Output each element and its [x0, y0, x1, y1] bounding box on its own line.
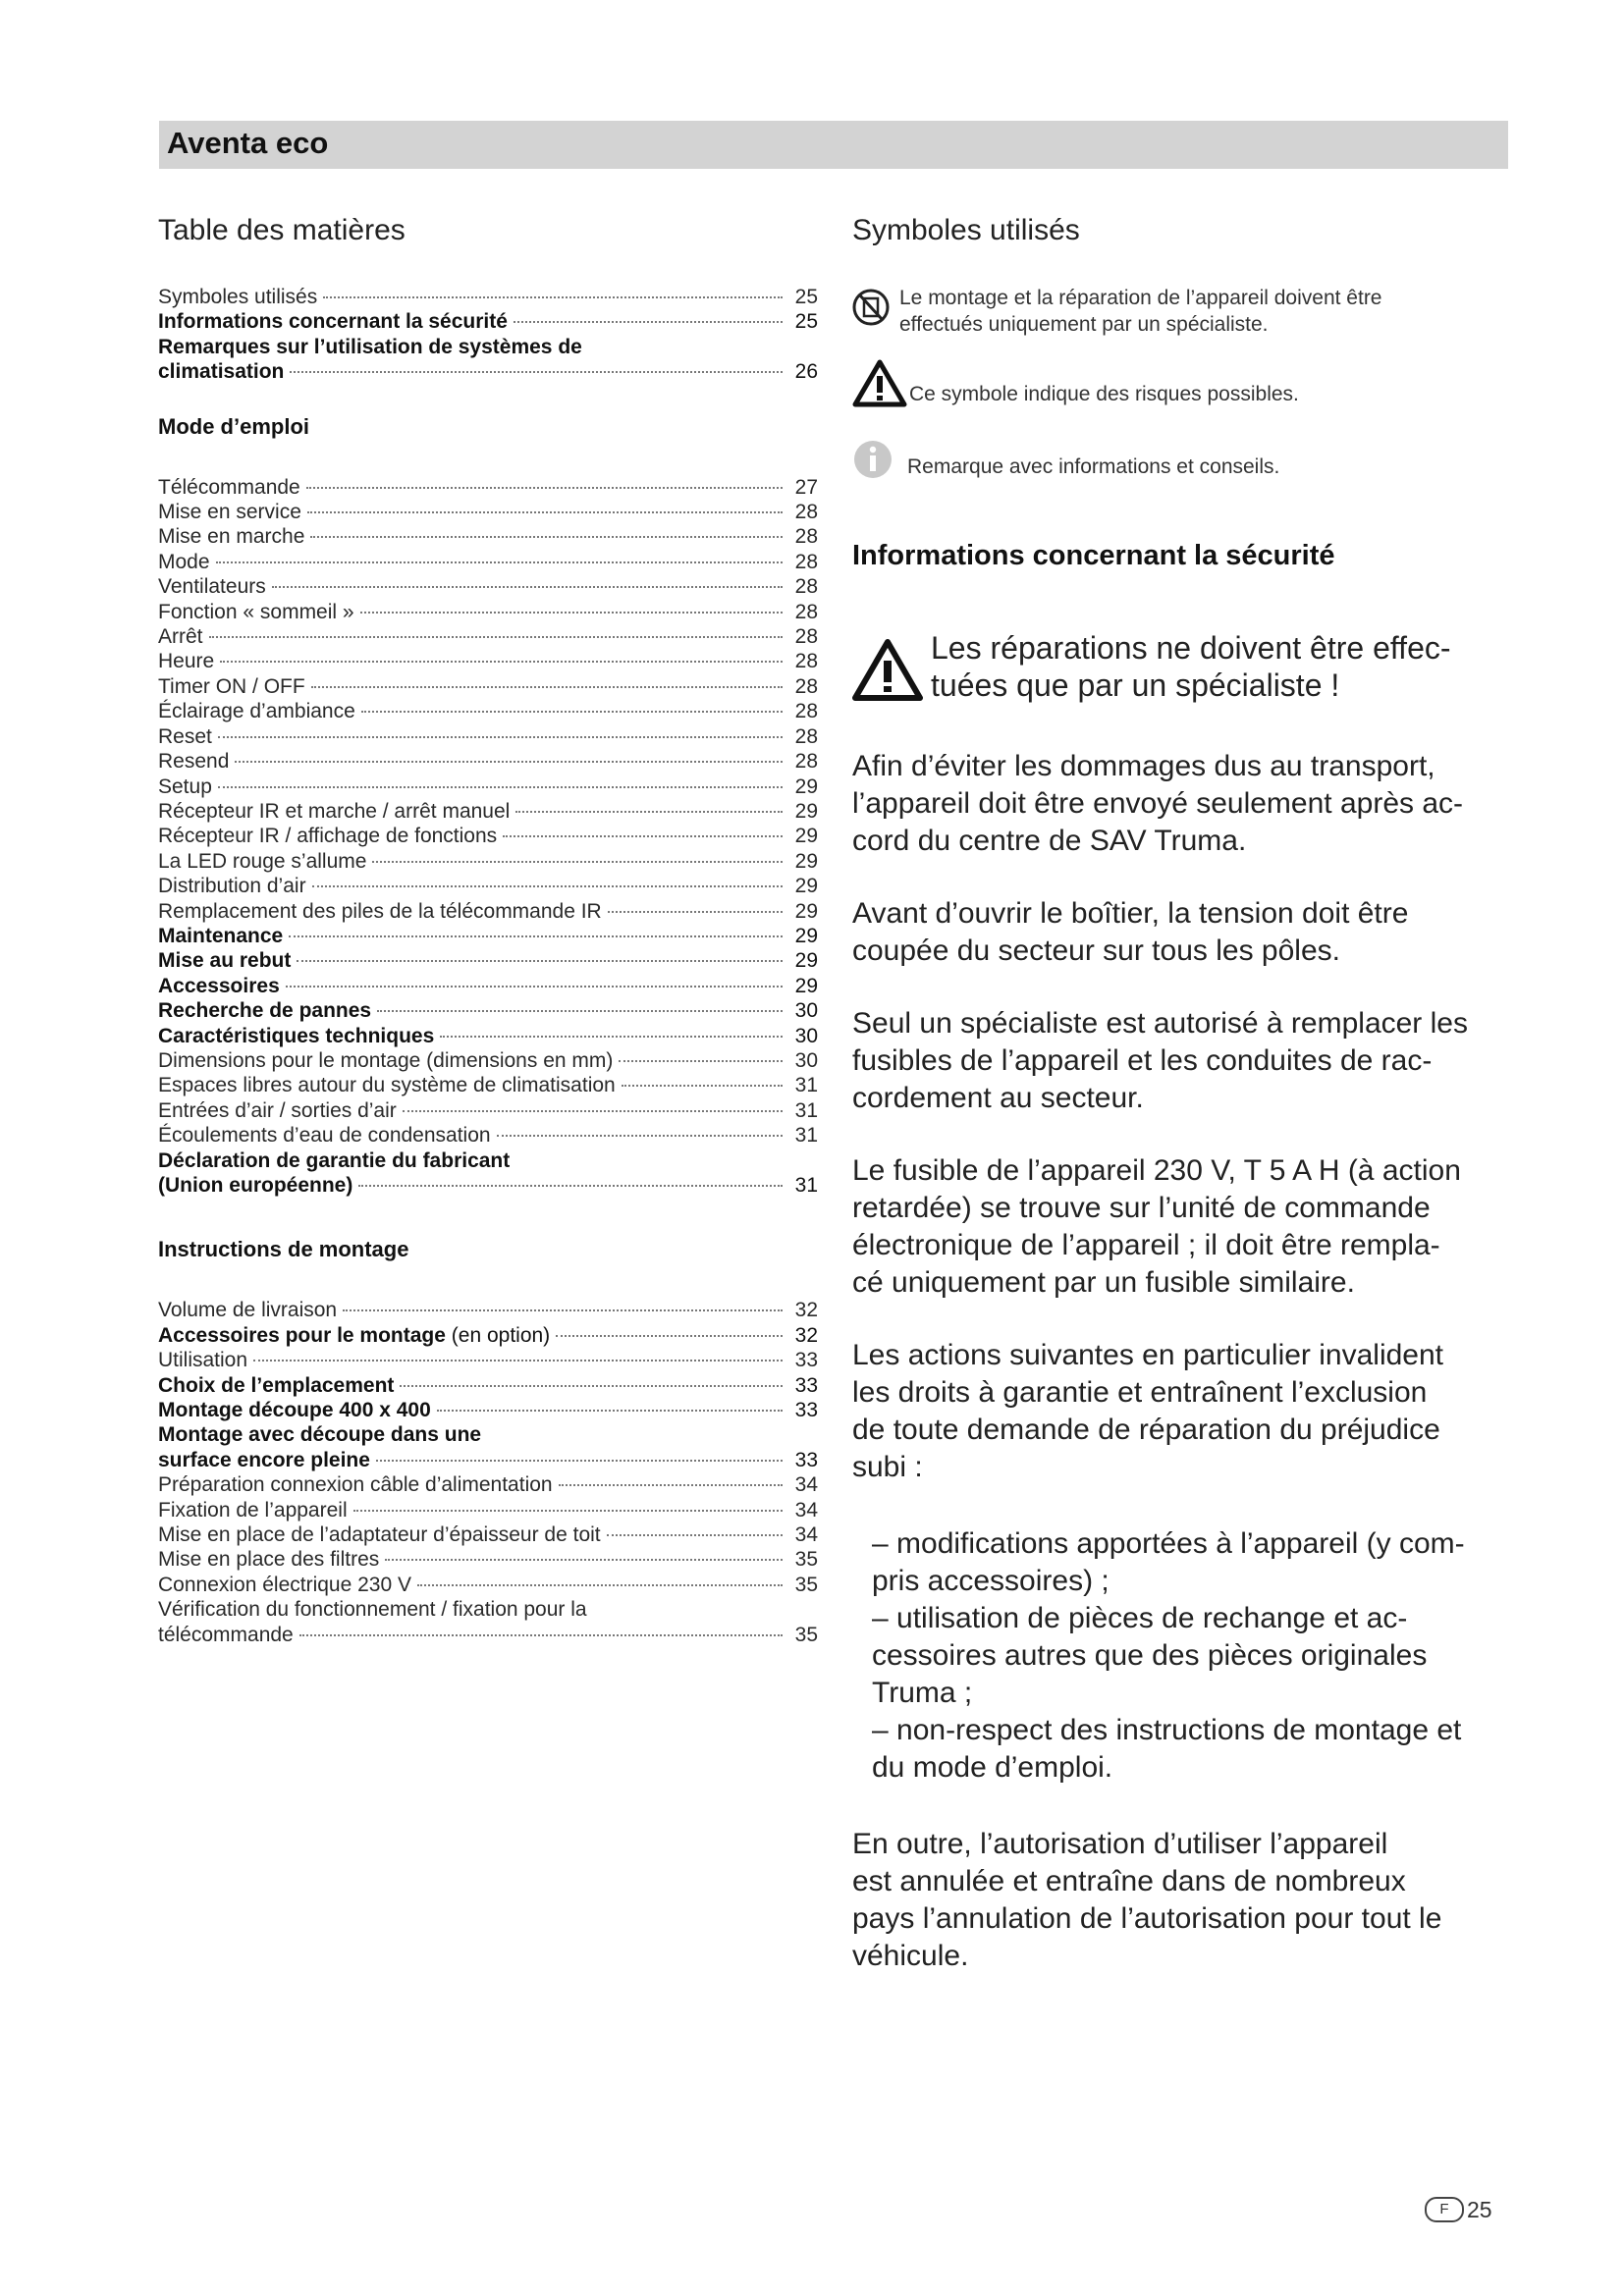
toc-leader-dots [440, 1036, 783, 1038]
toc-label-text: Éclairage d’ambiance [158, 700, 355, 723]
page-number: 25 [1467, 2197, 1492, 2222]
toc-label [158, 624, 203, 649]
toc-page: 28 [794, 525, 818, 549]
toc-label-text: Heure [158, 650, 215, 673]
toc-leader-dots [307, 511, 783, 513]
paragraph-line: l’appareil doit être envoyé seulement après ac- [852, 787, 1464, 820]
toc-label [158, 500, 301, 524]
paragraph-line: cordement au secteur. [852, 1082, 1144, 1114]
toc-page: 32 [794, 1323, 818, 1347]
toc-label-text: Espaces libres autour du système de climatisation [158, 1074, 616, 1097]
toc-label-text: Fonction « sommeil » [158, 600, 354, 623]
info-icon [852, 439, 899, 485]
toc-label: Vérification du fonctionnement / fixation pour la [158, 1598, 587, 1622]
toc-entry [158, 849, 818, 874]
paragraph [852, 1152, 1520, 1302]
toc-page: 34 [794, 1523, 818, 1547]
toc-label [158, 1522, 601, 1547]
paragraph-line: cessoires autres que des pièces originales [872, 1639, 1428, 1672]
toc-label [158, 649, 214, 673]
toc-label [158, 974, 280, 998]
toc-page: 29 [794, 825, 818, 848]
paragraph-line: cé uniquement par un fusible similaire. [852, 1266, 1355, 1299]
toc-entry [158, 1522, 818, 1547]
toc-entry [158, 1024, 818, 1048]
toc-page: 34 [794, 1498, 818, 1522]
toc-label-text: Resend [158, 750, 230, 774]
toc-leader-dots [376, 1460, 783, 1462]
toc-label-text: Volume de livraison [158, 1299, 338, 1322]
toc-label [158, 1123, 491, 1148]
symbol-specialist-row [852, 285, 1520, 338]
toc-label-option: (en option) [445, 1323, 551, 1347]
toc-label [158, 1373, 394, 1398]
toc-leader-dots [619, 1060, 783, 1062]
toc-leader-dots [417, 1584, 783, 1586]
toc-entry [158, 1373, 818, 1398]
paragraph-line: Truma ; [872, 1677, 973, 1709]
toc-label-text: Mode [158, 550, 210, 573]
toc-label-text: Dimensions pour le montage (dimensions en mm) [158, 1048, 614, 1072]
paragraph-line: Seul un spécialiste est autorisé à remplacer les [852, 1007, 1468, 1040]
toc-label-text: Préparation connexion câble d’alimentation [158, 1473, 553, 1497]
toc-entry [158, 1547, 818, 1572]
toc-montage-full-entry [158, 1422, 818, 1472]
paragraph-line: coupée du secteur sur tous les pôles. [852, 934, 1340, 967]
toc-install-list-b [158, 1472, 818, 1597]
toc-label-text: Mise en marche [158, 525, 305, 549]
toc-label-text: Connexion électrique 230 V [158, 1573, 412, 1596]
toc-page: 25 [794, 286, 818, 308]
toc-label [158, 674, 305, 699]
toc-leader-dots [385, 1559, 783, 1561]
toc-entry [158, 824, 818, 848]
toc-leader-dots [289, 935, 783, 937]
paragraph-line: Avant d’ouvrir le boîtier, la tension doit être [852, 897, 1409, 930]
toc-label [158, 600, 354, 624]
toc-page: 28 [794, 750, 818, 774]
toc-label: surface encore pleine [158, 1448, 370, 1471]
toc-entry [158, 475, 818, 500]
toc-leader-dots [607, 1534, 783, 1536]
paragraph-line: subi : [852, 1451, 923, 1483]
toc-page: 33 [794, 1448, 818, 1471]
toc-leader-dots [400, 1385, 783, 1387]
toc-page: 35 [794, 1548, 818, 1572]
toc-label [158, 1398, 431, 1422]
toc-label-text: Accessoires [158, 974, 280, 997]
toc-label [158, 724, 212, 749]
toc-montage-line1: Montage avec découpe dans une [158, 1423, 482, 1447]
toc-page: 29 [794, 849, 818, 873]
toc-label-text: Maintenance [158, 924, 284, 947]
toc-entry [158, 500, 818, 524]
toc-page: 30 [794, 1024, 818, 1047]
toc-entry [158, 1298, 818, 1322]
toc-leader-dots [323, 296, 783, 298]
toc-leader-dots [377, 1010, 783, 1012]
toc-label [158, 774, 212, 799]
toc-leader-dots [358, 1185, 783, 1187]
toc-entry [158, 1398, 818, 1422]
toc-page: 30 [794, 999, 818, 1023]
toc-page: 28 [794, 600, 818, 623]
toc-leader-dots [403, 1110, 783, 1112]
toc-leader-dots [515, 811, 783, 813]
toc-label [158, 574, 266, 599]
paragraph-line: – non-respect des instructions de montage et [872, 1714, 1462, 1746]
toc-entry [158, 1073, 818, 1097]
toc-label-text: Setup [158, 774, 212, 798]
table-of-contents [158, 214, 818, 1647]
toc-leader-dots [503, 835, 783, 837]
paragraph-line: – utilisation de pièces de rechange et ac- [872, 1602, 1408, 1634]
toc-leader-dots [361, 711, 783, 713]
paragraph-line: Afin d’éviter les dommages dus au transport, [852, 750, 1435, 782]
toc-page: 25 [794, 310, 818, 334]
toc-label [158, 948, 291, 973]
toc-page: 29 [794, 875, 818, 898]
toc-leader-dots [559, 1484, 783, 1486]
toc-leader-dots [514, 321, 783, 323]
toc-label-text: Distribution d’air [158, 875, 306, 898]
toc-verification-line2 [158, 1623, 818, 1647]
toc-label [158, 799, 510, 824]
toc-entry [158, 309, 818, 334]
toc-label [158, 849, 366, 874]
toc-page: 29 [794, 774, 818, 798]
toc-entry [158, 1323, 818, 1348]
toc-entry [158, 874, 818, 898]
toc-mode-heading: Mode d’emploi [158, 413, 309, 439]
paragraph-line: cord du centre de SAV Truma. [852, 825, 1247, 857]
toc-entry [158, 1348, 818, 1372]
toc-install-list-a [158, 1298, 818, 1422]
toc-heading: Table des matières [158, 214, 406, 246]
toc-leader-dots [622, 1085, 783, 1087]
toc-leader-dots [299, 1634, 783, 1636]
paragraph-line: pays l’annulation de l’autorisation pour tout le [852, 1902, 1442, 1935]
toc-warranty-entry [158, 1148, 818, 1199]
toc-entry [158, 899, 818, 924]
safety-heading: Informations concernant la sécurité [852, 540, 1335, 571]
toc-leader-dots [286, 986, 783, 988]
toc-page: 33 [794, 1399, 818, 1422]
toc-label-text: Accessoires pour le montage [158, 1323, 446, 1347]
paragraph [852, 1005, 1520, 1117]
toc-label [158, 1348, 247, 1372]
toc-entry [158, 924, 818, 948]
toc-label [158, 1073, 616, 1097]
toc-entry [158, 1573, 818, 1597]
toc-label-text: Ventilateurs [158, 575, 266, 599]
toc-intro-list [158, 285, 818, 335]
language-badge: F [1425, 2197, 1464, 2222]
toc-entry [158, 724, 818, 749]
toc-label [158, 309, 508, 334]
toc-label-text: La LED rouge s’allume [158, 849, 367, 873]
toc-label: (Union européenne) [158, 1174, 353, 1197]
toc-entry [158, 674, 818, 699]
toc-leader-dots [218, 786, 783, 788]
toc-label-text: Timer ON / OFF [158, 674, 305, 698]
toc-entry [158, 774, 818, 799]
toc-leader-dots [272, 586, 783, 588]
toc-install-heading: Instructions de montage [158, 1237, 409, 1262]
toc-entry [158, 1048, 818, 1073]
toc-leader-dots [343, 1309, 783, 1311]
safety-warning-line2: tuées que par un spécialiste ! [931, 667, 1340, 703]
toc-label [158, 899, 602, 924]
toc-leader-dots [235, 761, 783, 763]
toc-page: 27 [794, 475, 818, 499]
paragraph-line: Le fusible de l’appareil 230 V, T 5 A H (à action [852, 1154, 1461, 1187]
toc-label [158, 998, 371, 1023]
toc-leader-dots [312, 885, 783, 887]
paragraph-line: retardée) se trouve sur l’unité de commande [852, 1192, 1431, 1224]
toc-label [158, 550, 210, 574]
toc-entry [158, 974, 818, 998]
toc-entry [158, 749, 818, 774]
toc-label [158, 475, 300, 500]
paragraph-line: véhicule. [852, 1940, 969, 1972]
toc-entry [158, 998, 818, 1023]
toc-page: 29 [794, 949, 818, 973]
toc-label-text: Remplacement des piles de la télécommande IR [158, 899, 602, 923]
paragraph-line: de toute demande de réparation du préjudice [852, 1414, 1440, 1446]
toc-label [158, 1472, 553, 1497]
toc-entry [158, 624, 818, 649]
toc-label-text: Mise en service [158, 501, 301, 524]
paragraph-line: En outre, l’autorisation d’utiliser l’appareil [852, 1828, 1388, 1860]
warning-text: Ce symbole indique des risques possibles. [909, 383, 1299, 405]
specialist-only-icon [852, 287, 893, 333]
warning-triangle-icon [852, 639, 931, 707]
paragraph-line: fusibles de l’appareil et les conduites de rac- [852, 1044, 1433, 1077]
toc-leader-dots [216, 561, 783, 563]
toc-entry [158, 1098, 818, 1123]
paragraph-line: électronique de l’appareil ; il doit être rempla- [852, 1229, 1440, 1261]
toc-label [158, 824, 497, 848]
toc-remarks-line2 [158, 359, 818, 384]
toc-warranty-line2 [158, 1173, 818, 1198]
toc-label-text: Choix de l’emplacement [158, 1373, 395, 1397]
toc-label-text: Informations concernant la sécurité [158, 310, 508, 334]
toc-leader-dots [437, 1410, 783, 1412]
toc-label: climatisation [158, 360, 285, 384]
toc-leader-dots [297, 960, 783, 962]
toc-label-text: Télécommande [158, 475, 300, 499]
toc-entry [158, 524, 818, 549]
header-bar [159, 121, 1508, 169]
toc-label-text: Utilisation [158, 1349, 248, 1372]
toc-warranty-line1: Déclaration de garantie du fabricant [158, 1148, 511, 1172]
toc-label [158, 924, 283, 948]
toc-page: 31 [794, 1098, 818, 1122]
toc-page: 29 [794, 924, 818, 947]
toc-page: 28 [794, 700, 818, 723]
toc-page: 28 [794, 625, 818, 649]
specialist-text-line1: Le montage et la réparation de l’appareil doivent être [899, 287, 1382, 309]
toc-page: 32 [794, 1299, 818, 1322]
symbol-info-row [852, 439, 1520, 485]
toc-entry [158, 1498, 818, 1522]
toc-leader-dots [253, 1360, 783, 1362]
paragraph-line: du mode d’emploi. [872, 1751, 1113, 1784]
paragraph [852, 1826, 1520, 1975]
toc-leader-dots [306, 487, 783, 489]
toc-mode-list [158, 475, 818, 1148]
toc-leader-dots [290, 371, 783, 373]
toc-leader-dots [220, 661, 783, 663]
toc-label-text: Récepteur IR et marche / arrêt manuel [158, 799, 511, 823]
toc-label [158, 874, 306, 898]
safety-warning-line1: Les réparations ne doivent être effec- [931, 630, 1451, 666]
toc-label-text: Reset [158, 724, 212, 748]
paragraph-line: les droits à garantie et entraînent l’exclusion [852, 1376, 1428, 1409]
toc-verification-line1 [158, 1597, 818, 1622]
toc-leader-dots [311, 686, 783, 688]
toc-leader-dots [360, 612, 783, 614]
toc-entry [158, 799, 818, 824]
toc-page: 28 [794, 501, 818, 524]
toc-page: 30 [794, 1048, 818, 1072]
toc-label-text: Fixation de l’appareil [158, 1498, 348, 1522]
toc-page: 35 [794, 1623, 818, 1646]
toc-entry [158, 1472, 818, 1497]
toc-page: 28 [794, 550, 818, 573]
toc-page: 29 [794, 799, 818, 823]
document-title: Aventa eco [167, 126, 329, 160]
toc-label-text: Écoulements d’eau de condensation [158, 1124, 491, 1148]
toc-leader-dots [372, 861, 783, 863]
warning-triangle-icon [852, 359, 909, 413]
right-column [852, 214, 1520, 1975]
toc-label [158, 1098, 397, 1123]
paragraph [852, 1337, 1520, 1486]
toc-page: 33 [794, 1349, 818, 1372]
toc-page: 35 [794, 1573, 818, 1596]
paragraph-line: Les actions suivantes en particulier invalident [852, 1339, 1444, 1371]
specialist-text-line2: effectués uniquement par un spécialiste. [899, 313, 1269, 336]
toc-page: 28 [794, 650, 818, 673]
toc-remarks-line1: Remarques sur l’utilisation de systèmes de [158, 335, 582, 358]
toc-page: 29 [794, 899, 818, 923]
safety-warning-block [852, 629, 1520, 707]
toc-label-text: Caractéristiques techniques [158, 1024, 435, 1047]
toc-label-text: Récepteur IR / affichage de fonctions [158, 825, 498, 848]
toc-label-text: Symboles utilisés [158, 286, 318, 308]
paragraph-line: – modifications apportées à l’appareil (y com- [872, 1527, 1465, 1560]
toc-leader-dots [556, 1335, 783, 1337]
toc-label [158, 1048, 613, 1073]
toc-page: 33 [794, 1373, 818, 1397]
toc-label [158, 749, 229, 774]
toc-page: 31 [794, 1174, 818, 1197]
toc-remarks-entry [158, 335, 818, 385]
toc-entry [158, 1123, 818, 1148]
toc-page: 28 [794, 724, 818, 748]
toc-label [158, 524, 304, 549]
toc-entry [158, 600, 818, 624]
paragraph [872, 1525, 1520, 1600]
toc-page: 28 [794, 575, 818, 599]
toc-label [158, 285, 317, 309]
symbols-heading: Symboles utilisés [852, 214, 1080, 246]
paragraph [872, 1712, 1520, 1787]
toc-label-text: Mise en place de l’adaptateur d’épaisseur de toit [158, 1523, 601, 1547]
toc-label [158, 699, 355, 723]
toc-label-text: Montage découpe 400 x 400 [158, 1399, 431, 1422]
toc-entry [158, 948, 818, 973]
toc-page: 34 [794, 1473, 818, 1497]
toc-leader-dots [209, 636, 783, 638]
symbol-warning-row [852, 359, 1520, 413]
toc-page: 31 [794, 1074, 818, 1097]
paragraph [852, 748, 1520, 860]
paragraph-line: pris accessoires) ; [872, 1565, 1110, 1597]
toc-entry [158, 574, 818, 599]
paragraph [872, 1600, 1520, 1712]
toc-entry [158, 699, 818, 723]
toc-montage-line2 [158, 1448, 818, 1472]
toc-page: 31 [794, 1124, 818, 1148]
paragraph [852, 895, 1520, 970]
toc-page: 28 [794, 674, 818, 698]
toc-entry [158, 550, 818, 574]
toc-entry [158, 649, 818, 673]
toc-label [158, 1298, 337, 1322]
toc-leader-dots [310, 536, 783, 538]
safety-body [852, 748, 1520, 1975]
toc-page: 29 [794, 974, 818, 997]
toc-label [158, 1498, 348, 1522]
toc-label-text: Recherche de pannes [158, 999, 372, 1023]
toc-label: télécommande [158, 1623, 294, 1646]
toc-label-text: Mise au rebut [158, 949, 292, 973]
toc-page: 26 [794, 360, 818, 384]
toc-entry [158, 285, 818, 309]
toc-leader-dots [353, 1510, 783, 1512]
paragraph-line: est annulée et entraîne dans de nombreux [852, 1865, 1406, 1897]
toc-label [158, 1024, 434, 1048]
toc-label-text: Entrées d’air / sorties d’air [158, 1098, 397, 1122]
toc-verification-entry [158, 1597, 818, 1647]
toc-label [158, 1573, 411, 1597]
toc-leader-dots [497, 1135, 783, 1137]
toc-label-text: Arrêt [158, 625, 203, 649]
info-text: Remarque avec informations et conseils. [907, 455, 1280, 478]
toc-label-text: Mise en place des filtres [158, 1548, 380, 1572]
toc-leader-dots [218, 736, 783, 738]
toc-label [158, 1323, 550, 1348]
toc-label [158, 1547, 379, 1572]
toc-leader-dots [608, 911, 783, 913]
